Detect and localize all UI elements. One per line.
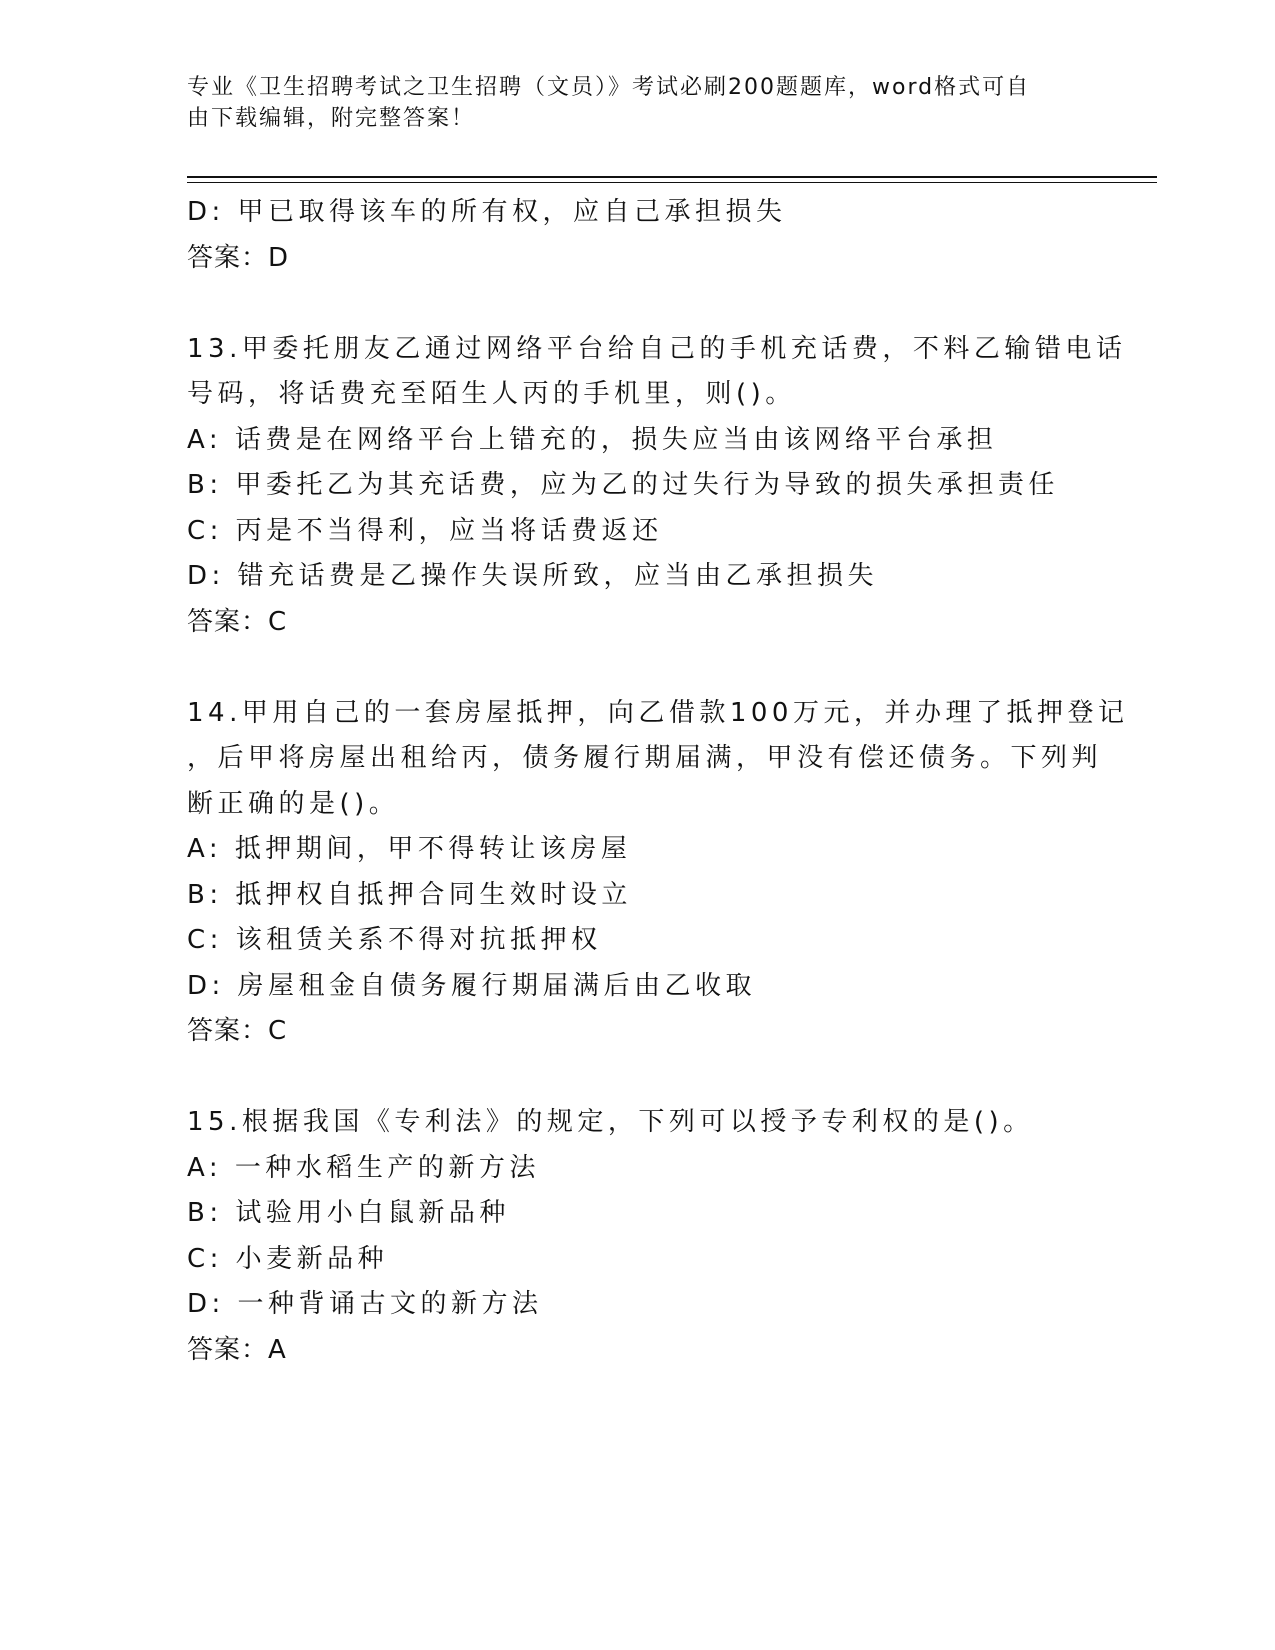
question-14 — [187, 691, 1129, 1055]
question-12-tail — [187, 190, 1087, 281]
option-a: A: 一种水稻生产的新方法 — [187, 1152, 540, 1183]
option-c: C: 小麦新品种 — [187, 1243, 389, 1274]
page-header — [187, 72, 1067, 134]
question-15 — [187, 1100, 1087, 1373]
question-stem-line: 14.甲用自己的一套房屋抵押，向乙借款100万元，并办理了抵押登记 — [187, 697, 1129, 728]
header-title-line-1: 专业《卫生招聘考试之卫生招聘（文员）》考试必刷200题题库，word格式可自 — [187, 75, 1031, 100]
header-rule-thin — [187, 182, 1157, 183]
spacer — [187, 1055, 1087, 1101]
header-title-line-2: 由下载编辑，附完整答案！ — [187, 106, 476, 131]
option-d: D: 甲已取得该车的所有权，应自己承担损失 — [187, 197, 787, 227]
option-b: B: 甲委托乙为其充话费，应为乙的过失行为导致的损失承担责任 — [187, 470, 1059, 500]
spacer — [187, 281, 1087, 327]
question-stem-line: 15.根据我国《专利法》的规定，下列可以授予专利权的是()。 — [187, 1107, 1034, 1137]
answer-line: 答案：C — [187, 606, 288, 637]
header-rule-thick — [187, 176, 1157, 178]
question-stem-line: 断正确的是()。 — [187, 788, 400, 819]
question-stem-line: 13.甲委托朋友乙通过网络平台给自己的手机充话费，不料乙输错电话 — [187, 333, 1127, 364]
spacer — [187, 645, 1087, 691]
option-d: D: 房屋租金自债务履行期届满后由乙收取 — [187, 970, 757, 1001]
question-stem-line: 号码，将话费充至陌生人丙的手机里，则()。 — [187, 379, 796, 409]
option-c: C: 丙是不当得利，应当将话费返还 — [187, 515, 663, 546]
option-c: C: 该租赁关系不得对抗抵押权 — [187, 925, 602, 955]
answer-line: 答案：C — [187, 1016, 288, 1046]
answer-line: 答案：D — [187, 242, 290, 273]
option-b: B: 试验用小白鼠新品种 — [187, 1198, 510, 1228]
answer-line: 答案：A — [187, 1334, 287, 1365]
option-d: D: 一种背诵古文的新方法 — [187, 1289, 543, 1319]
question-stem-line: ，后甲将房屋出租给丙，债务履行期届满，甲没有偿还债务。下列判 — [187, 743, 1103, 773]
option-b: B: 抵押权自抵押合同生效时设立 — [187, 879, 632, 910]
question-13 — [187, 327, 1127, 646]
option-a: A: 抵押期间，甲不得转让该房屋 — [187, 834, 632, 864]
option-d: D: 错充话费是乙操作失误所致，应当由乙承担损失 — [187, 561, 879, 591]
question-content — [187, 190, 1129, 1373]
option-a: A: 话费是在网络平台上错充的，损失应当由该网络平台承担 — [187, 424, 998, 455]
